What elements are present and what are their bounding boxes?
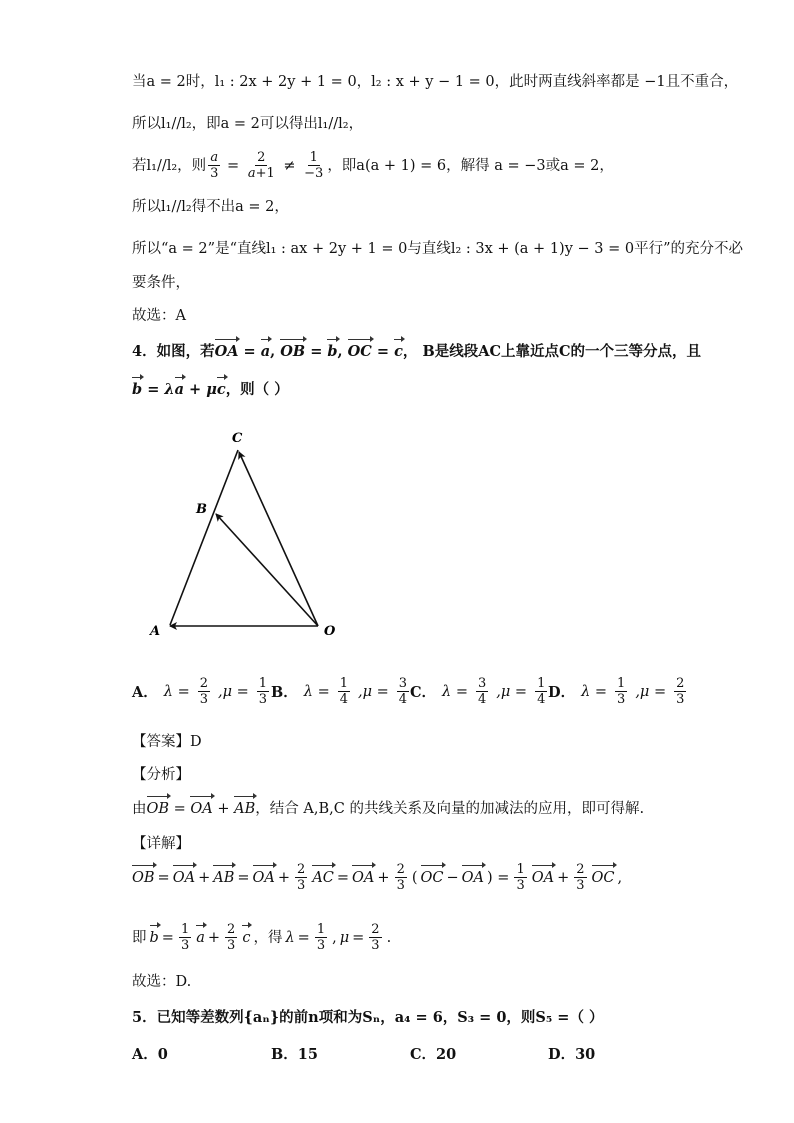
q4-stem-line-1: 4．如图，若OA = a, OB = b, OC = c， B是线段AC上靠近点C的一个三等分点，且 xyxy=(132,343,702,360)
solution-line-3-pre: 若l₁//l₂，则 xyxy=(132,157,207,174)
label-A: A xyxy=(150,624,161,639)
solution-line-6: 要条件， xyxy=(132,275,190,291)
segment-O-B xyxy=(216,514,318,626)
solution-line-1: 当a = 2时，l₁ : 2x + 2y + 1 = 0，l₂ : x + y − 1 = 0，此时两直线斜率都是 −1且不重合， xyxy=(132,74,739,90)
q4-option-A[interactable]: A． λ = $\frac{2}{3}$ ,μ = $\frac{1}{3}$ xyxy=(132,676,268,707)
q5-option-A[interactable]: A．0 xyxy=(132,1046,168,1063)
detail-conclusion: 即 b = $\frac{1}{3}$ a + $\frac{2}{3}$ c ，得 λ = $\frac{1}{3}$ , μ = $\frac{2}{3}$ . xyxy=(132,922,392,953)
detail-equation: OB = OA + AB = OA + $\frac{2}{3}$ AC = OA + $\frac{2}{3}$ ( OC − OA ) = $\frac{1}{3}$ OA + $\frac{2}{3}$ OC , xyxy=(132,862,623,893)
label-O: O xyxy=(324,624,336,639)
q5-stem: 5．已知等差数列{aₙ}的前n项和为Sₙ，a₄ = 6，S₃ = 0，则S₅ =（ ） xyxy=(132,1009,604,1026)
analysis-text: 由OB = OA + AB，结合 A,B,C 的共线关系及向量的加减法的应用，即可得解. xyxy=(132,801,645,817)
fraction-2-a1: $\frac{2}{a+1}$ xyxy=(247,150,275,181)
detail-label: 【详解】 xyxy=(132,836,190,852)
q5-option-D[interactable]: D．30 xyxy=(548,1046,596,1063)
q4-option-C[interactable]: C． λ = $\frac{3}{4}$ ,μ = $\frac{1}{4}$ xyxy=(410,676,546,707)
solution-line-4: 所以l₁//l₂得不出a = 2， xyxy=(132,199,289,215)
fraction-1-neg3: $\frac{1}{-3}$ xyxy=(304,150,324,181)
answer-label: 【答案】D xyxy=(132,734,202,750)
solution-line-2: 所以l₁//l₂，即a = 2可以得出l₁//l₂， xyxy=(132,116,364,132)
solution-line-3-post: ，即a(a + 1) = 6，解得 a = −3或a = 2， xyxy=(327,157,614,174)
triangle-figure xyxy=(140,420,360,650)
solution-line-5: 所以“a = 2”是“直线l₁ : ax + 2y + 1 = 0与直线l₂ : 3x + (a + 1)y − 3 = 0平行”的充分不必 xyxy=(132,241,743,257)
fraction-a-3: $\frac{a}{3}$ xyxy=(210,150,219,181)
q5-option-C[interactable]: C．20 xyxy=(410,1046,457,1063)
q4-choose: 故选：D. xyxy=(132,974,192,990)
segment-O-C xyxy=(239,452,318,626)
q5-option-B[interactable]: B．15 xyxy=(271,1046,318,1063)
label-B: B xyxy=(196,502,207,517)
label-C: C xyxy=(232,431,243,446)
analysis-label: 【分析】 xyxy=(132,767,190,783)
q4-option-B[interactable]: B． λ = $\frac{1}{4}$ ,μ = $\frac{3}{4}$ xyxy=(271,676,408,707)
segment-A-C xyxy=(170,450,238,625)
solution-line-7: 故选：A xyxy=(132,308,186,324)
q4-option-D[interactable]: D． λ = $\frac{1}{3}$ ,μ = $\frac{2}{3}$ xyxy=(548,676,685,707)
solution-line-3: 若l₁//l₂，则 $\frac{a}{3}$ = $\frac{2}{a+1}$ ≠ $\frac{1}{-3}$ ，即a(a + 1) = 6，解得 a = −3或a = 2， xyxy=(132,150,614,181)
q4-stem-line-2: b = λa + μc，则（ ） xyxy=(132,381,289,398)
